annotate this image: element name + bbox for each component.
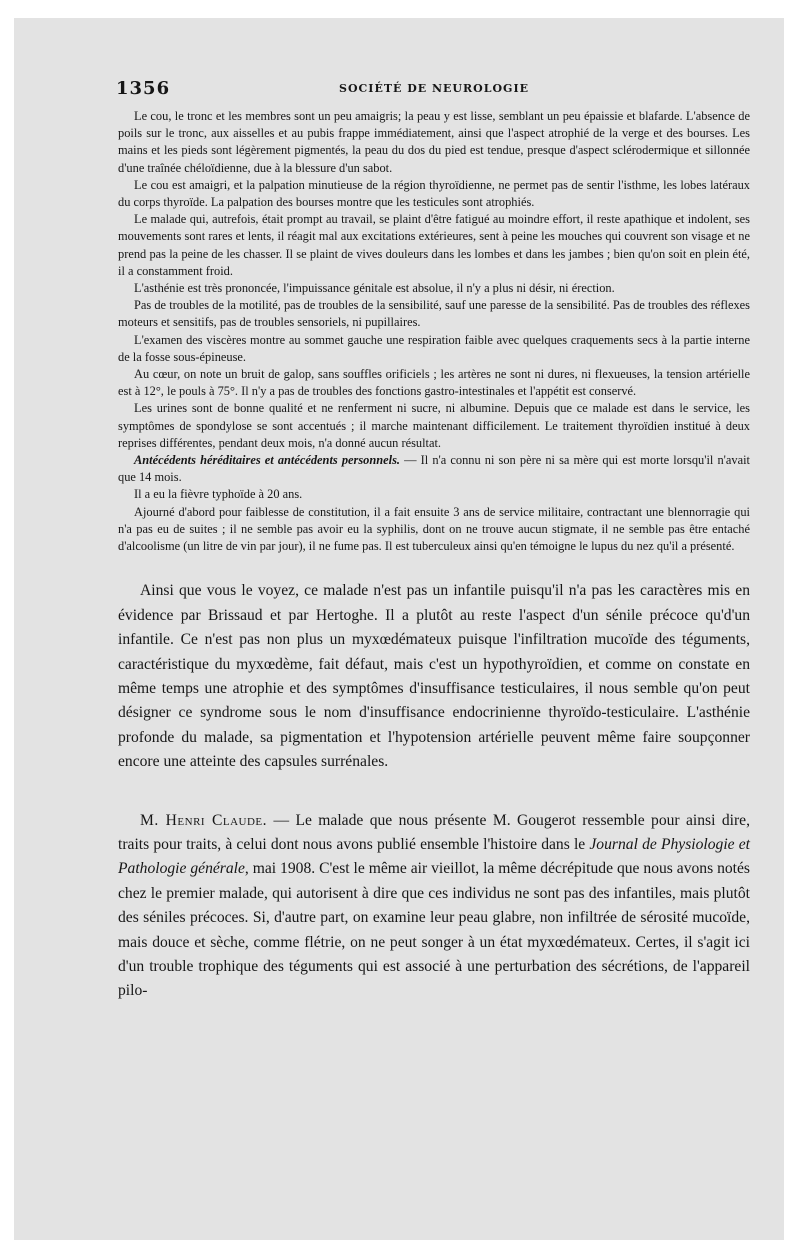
page-number: 1356 xyxy=(116,78,171,99)
discussion xyxy=(118,579,750,1004)
paragraph-viscera: L'examen des viscères montre au sommet gauche une respiration faible avec quelques craquements secs à la partie interne de la fosse sous-épineuse. xyxy=(118,332,750,364)
paragraph-discussion: Ainsi que vous le voyez, ce malade n'est pas un infantile puisqu'il n'a pas les caractères mis en évidence par Brissaud et par Hertoghe. Il a plutôt au reste l'aspect d'un sénile précoce qu'd'un infantile. Ce n'est pas non plus un myxœdémateux puisque l'infiltration mucoïde des téguments, caractéristique du myxœdème, fait défaut, mais c'est un hypothyroïdien, et comme on constate en même temps une atrophie et des symptômes d'insuffisance testiculaires, il nous semble qu'on peut désigner ce syndrome sous le nom d'insuffisance endocrinienne thyroïdo-testiculaire. L'asthénie profonde du malade, sa pigmentation et l'hypotension artérielle peuvent même faire soupçonner encore une atteinte des capsules surrénales. xyxy=(118,582,750,771)
case-report xyxy=(118,108,750,555)
antecedents-heading: Antécédents héréditaires et antécédents personnels. xyxy=(134,453,401,468)
paragraph-asthenia: L'asthénie est très prononcée, l'impuissance génitale est absolue, il n'y a plus ni désir, ni érection. xyxy=(134,281,615,296)
paragraph-urine: Les urines sont de bonne qualité et ne renferment ni sucre, ni albumine. Depuis que ce malade est dans le service, les symptômes de spondylose se sont accentués ; il marche maintenant difficilement. Le traitement thyroïdien institué à deux reprises différentes, pendant deux mois, n'a donné aucun résultat. xyxy=(118,401,750,450)
book-page xyxy=(14,18,784,1240)
paragraph-military: Ajourné d'abord pour faiblesse de constitution, il a fait ensuite 3 ans de service militaire, contractant une blennorragie qui n'a pas eu de suites ; il ne semble pas avoir eu la syphilis, dont on ne trouve aucun stigmate, il ne semble pas être entaché d'alcoolisme (un litre de vin par jour), il ne fume pas. Il est tuberculeux ainsi qu'en témoigne le lupus du nez qu'il a présenté. xyxy=(118,504,750,554)
paragraph-heart: Au cœur, on note un bruit de galop, sans souffles orificiels ; les artères ne sont ni dures, ni flexueuses, la tension artérielle est à 12°, le pouls à 75°. Il n'y a pas de troubles des fonctions gastro-intestinales et l'appétit est conservé. xyxy=(118,367,750,399)
paragraph-fatigue: Le malade qui, autrefois, était prompt au travail, se plaint d'être fatigué au moindre effort, il reste apathique et indolent, ses mouvements sont rares et lents, il réagit mal aux excitations extérieures, sent à peine les mouches qui couvrent son visage et ne prend pas la peine de les chasser. Il se plaint de vives douleurs dans les lombes et dans les jambes ; bien qu'on soit en plein été, il a constamment froid. xyxy=(118,212,750,278)
speaker-name: M. Henri Claude. xyxy=(140,811,268,829)
paragraph-skin: Le cou, le tronc et les membres sont un peu amaigris; la peau y est lisse, semblant un peu épaissie et blafarde. L'absence de poils sur le tronc, aux aisselles et au pubis frappe immédiatement, ainsi que l'aspect atrophié de la verge et des bourses. Les mains et les pieds sont légèrement pigmentés, la peau du dos du pied est tendue, presque d'aspect sclérodermique et sillonnée d'une traînée chéloïdienne, due à la blessure d'un sabot. xyxy=(118,109,750,175)
running-head: SOCIÉTÉ DE NEUROLOGIE xyxy=(339,82,529,95)
paragraph-typhoid: Il a eu la fièvre typhoïde à 20 ans. xyxy=(134,487,303,502)
paragraph-antecedents xyxy=(118,452,750,486)
paragraph-claude xyxy=(118,809,750,1004)
claude-text-1: — Le malade que nous présente M. Gougerot ressemble pour ainsi dire, traits pour traits, à celui dont nous avons publié ensemble l'histoire dans le xyxy=(118,811,750,853)
page-content xyxy=(118,78,750,1004)
journal-title: Journal de Physiologie et Pathologie générale xyxy=(118,835,750,878)
paragraph-thyroid: Le cou est amaigri, et la palpation minutieuse de la région thyroïdienne, ne permet pas de sentir l'isthme, les lobes latéraux du corps thyroïde. La palpation des bourses montre que les testicules sont atrophiés. xyxy=(118,177,750,210)
page-header xyxy=(118,78,750,106)
paragraph-motility: Pas de troubles de la motilité, pas de troubles de la sensibilité, sauf une paresse de la sensibilité. Pas de troubles des réflexes moteurs et sensitifs, pas de troubles sensoriels, ni pupillaires. xyxy=(118,298,750,330)
antecedents-text: — Il n'a connu ni son père ni sa mère qui est morte lorsqu'il n'avait que 14 mois. xyxy=(118,453,750,485)
claude-text-2: , mai 1908. C'est le même air vieillot, la même décrépitude que nous avons notés chez le premier malade, qui autorisent à dire que ces individus ne sont pas des infantiles, mais plutôt des séniles précoces. Si, d'autre part, on examine leur peau glabre, non infiltrée de sérosité mucoïde, mais douce et sèche, comme flétrie, on ne peut songer à un état myxœdémateux. Certes, il s'agit ici d'un trouble trophique des téguments qui est associé à une perturbation des sécrétions, de l'appareil pilo- xyxy=(118,860,750,1000)
